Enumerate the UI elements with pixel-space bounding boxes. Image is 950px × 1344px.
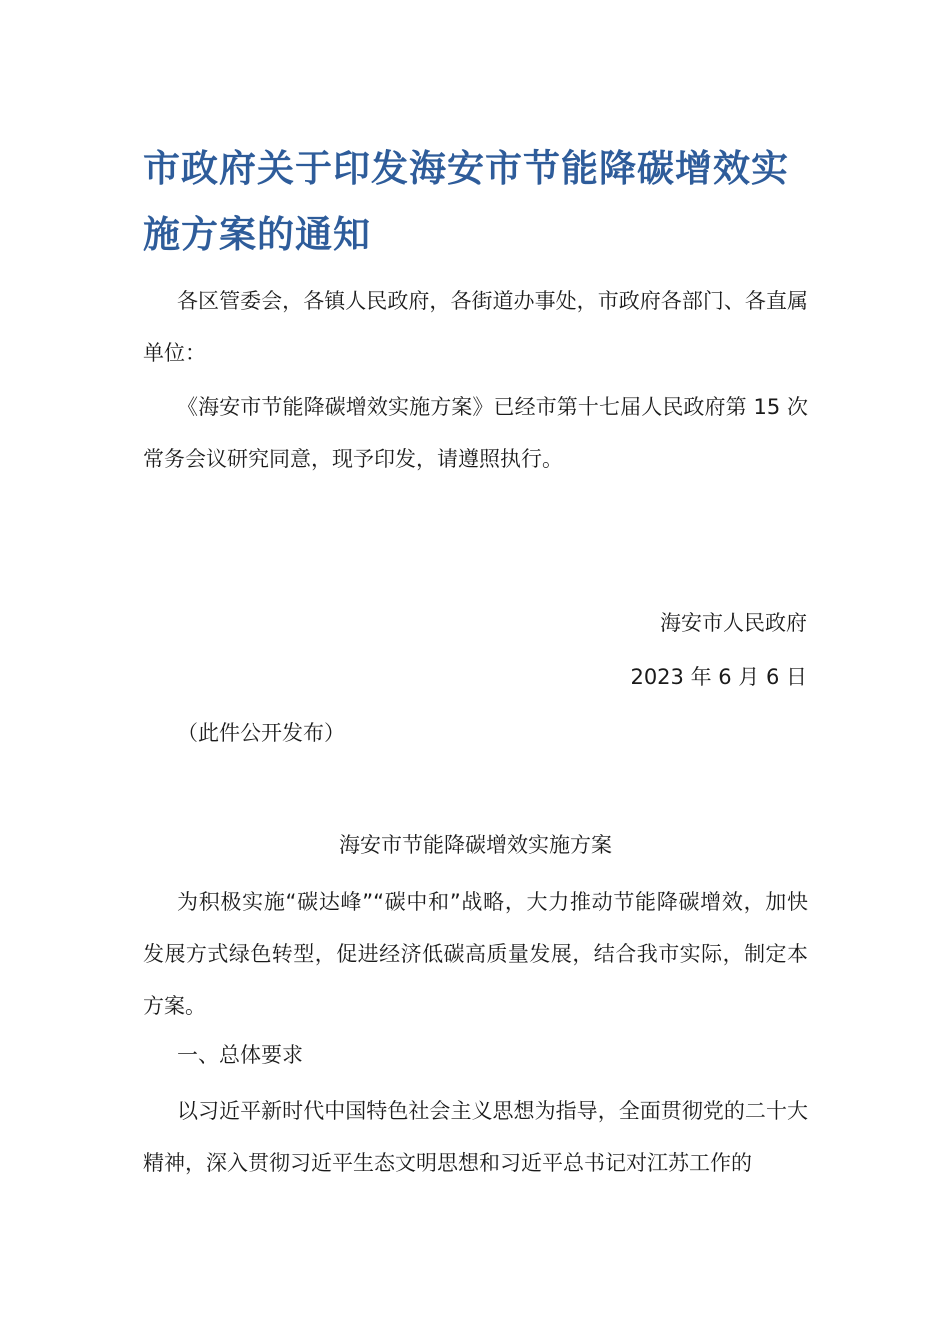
plan-title: 海安市节能降碳增效实施方案 <box>339 833 612 857</box>
section-1-text: 以习近平新时代中国特色社会主义思想为指导，全面贯彻党的二十大精神，深入贯彻习近平生态文明思想和习近平总书记对江苏工作的 <box>143 1099 808 1175</box>
salutation: 各区管委会，各镇人民政府，各街道办事处，市政府各部门、各直属单位： <box>143 289 808 365</box>
section-1-heading: 一、总体要求 <box>177 1043 303 1067</box>
issue-date: 2023 年 6 月 6 日 <box>630 665 807 689</box>
issuer: 海安市人民政府 <box>660 611 807 635</box>
plan-intro: 为积极实施“碳达峰”“碳中和”战略，大力推动节能降碳增效，加快发展方式绿色转型，促进经济低碳高质量发展，结合我市实际，制定本方案。 <box>143 890 808 1018</box>
publication-note: （此件公开发布） <box>177 721 345 745</box>
notice-body: 《海安市节能降碳增效实施方案》已经市第十七届人民政府第 15 次常务会议研究同意，现予印发，请遵照执行。 <box>143 395 808 471</box>
document-title: 市政府关于印发海安市节能降碳增效实施方案的通知 <box>143 147 789 256</box>
